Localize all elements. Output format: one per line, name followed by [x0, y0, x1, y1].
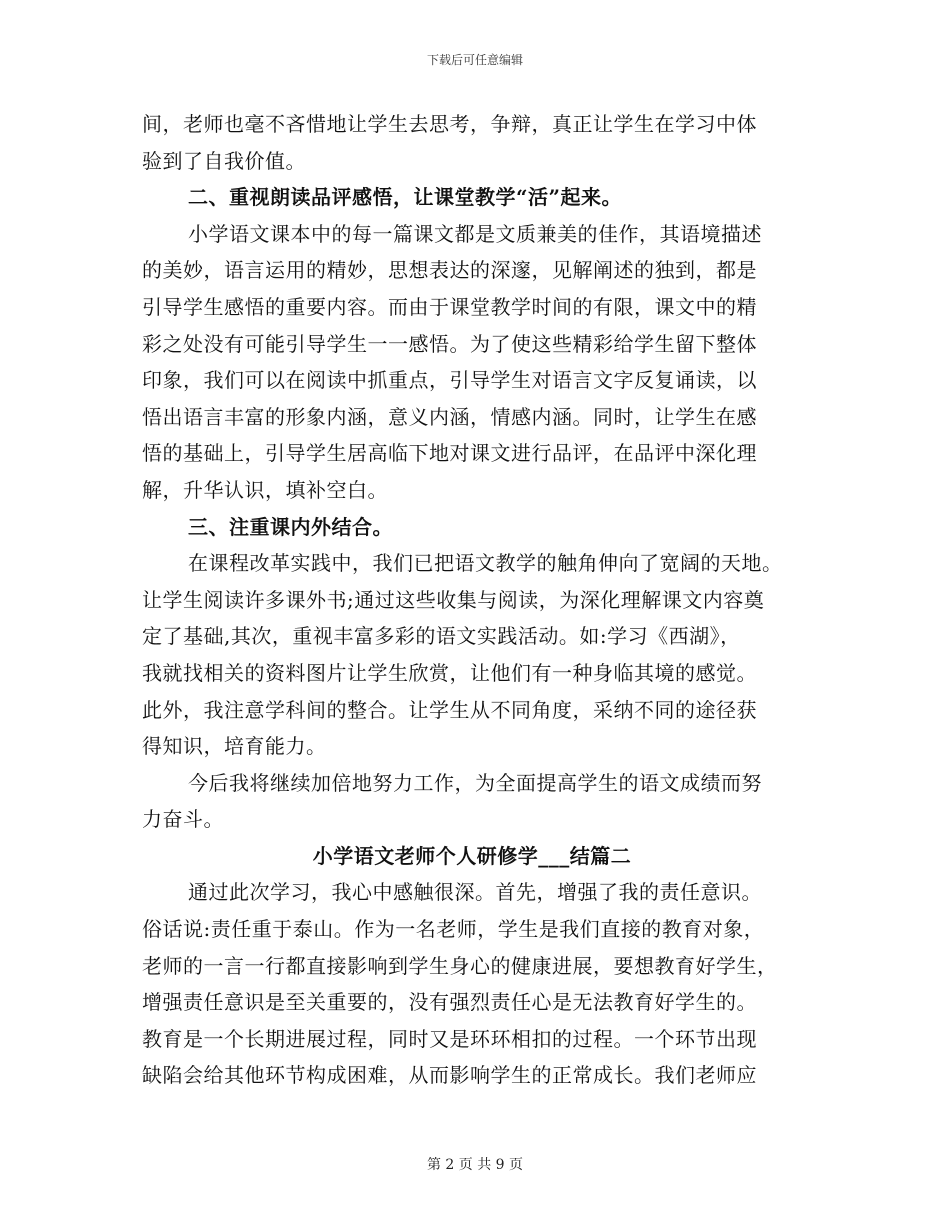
- title-blank: ___: [538, 843, 570, 868]
- paragraph-line: 印象，我们可以在阅读中抓重点，引导学生对语言文字反复诵读，以: [142, 368, 757, 393]
- page-footer: 第 2 页 共 9 页: [426, 1157, 524, 1173]
- paragraph-line: 验到了自我价值。: [142, 148, 306, 173]
- paragraph-line: 缺陷会给其他环节构成困难，从而影响学生的正常成长。我们老师应: [142, 1063, 757, 1088]
- paragraph-line: 的美妙，语言运用的精妙，思想表达的深邃，见解阐述的独到，都是: [142, 258, 757, 283]
- paragraph-line: 俗话说:责任重于泰山。作为一名老师，学生是我们直接的教育对象，: [142, 917, 765, 942]
- paragraph-line: 间，老师也毫不吝惜地让学生去思考，争辩，真正让学生在学习中体: [142, 112, 757, 136]
- section-heading-3: 三、注重课内外结合。: [188, 514, 393, 539]
- paragraph-line: 悟出语言丰富的形象内涵，意义内涵，情感内涵。同时，让学生在感: [142, 404, 757, 429]
- title-part-after: 结篇二: [569, 843, 632, 868]
- title-part-before: 小学语文老师个人研修学: [312, 843, 539, 868]
- paragraph-line: 小学语文课本中的每一篇课文都是文质兼美的佳作，其语境描述: [188, 221, 762, 246]
- paragraph-line: 我就找相关的资料图片让学生欣赏，让他们有一种身临其境的感觉。: [142, 660, 757, 685]
- page-header: 下载后可任意编辑: [426, 53, 523, 67]
- paragraph-line: 引导学生感悟的重要内容。而由于课堂教学时间的有限，课文中的精: [142, 294, 757, 319]
- article-title: [142, 838, 802, 875]
- paragraph-line: 今后我将继续加倍地努力工作，为全面提高学生的语文成绩而努: [188, 770, 762, 795]
- paragraph-line: 此外，我注意学科间的整合。让学生从不同角度，采纳不同的途径获: [142, 697, 757, 722]
- paragraph-line: 让学生阅读许多课外书;通过这些收集与阅读，为深化理解课文内容奠: [142, 587, 765, 612]
- section-heading-2: 二、重视朗读品评感悟，让课堂教学“活”起来。: [188, 185, 623, 210]
- paragraph-line: 教育是一个长期进展过程，同时又是环环相扣的过程。一个环节出现: [142, 1026, 757, 1051]
- paragraph-line: 彩之处没有可能引导学生一一感悟。为了使这些精彩给学生留下整体: [142, 331, 757, 356]
- paragraph-line: 通过此次学习，我心中感触很深。首先，增强了我的责任意识。: [188, 880, 762, 905]
- paragraph-line: 老师的一言一行都直接影响到学生身心的健康进展，要想教育好学生，: [142, 953, 778, 978]
- paragraph-line: 悟的基础上，引导学生居高临下地对课文进行品评，在品评中深化理: [142, 441, 757, 466]
- paragraph-line: 增强责任意识是至关重要的，没有强烈责任心是无法教育好学生的。: [142, 990, 757, 1015]
- paragraph-line: 在课程改革实践中，我们已把语文教学的触角伸向了宽阔的天地。: [188, 551, 783, 576]
- paragraph-line: 解，升华认识，填补空白。: [142, 477, 388, 502]
- paragraph-line: 定了基础,其次，重视丰富多彩的语文实践活动。如:学习《西湖》，: [142, 624, 741, 649]
- document-body: [142, 106, 802, 1094]
- paragraph-line: 得知识，培育能力。: [142, 734, 327, 759]
- paragraph-line: 力奋斗。: [142, 807, 224, 832]
